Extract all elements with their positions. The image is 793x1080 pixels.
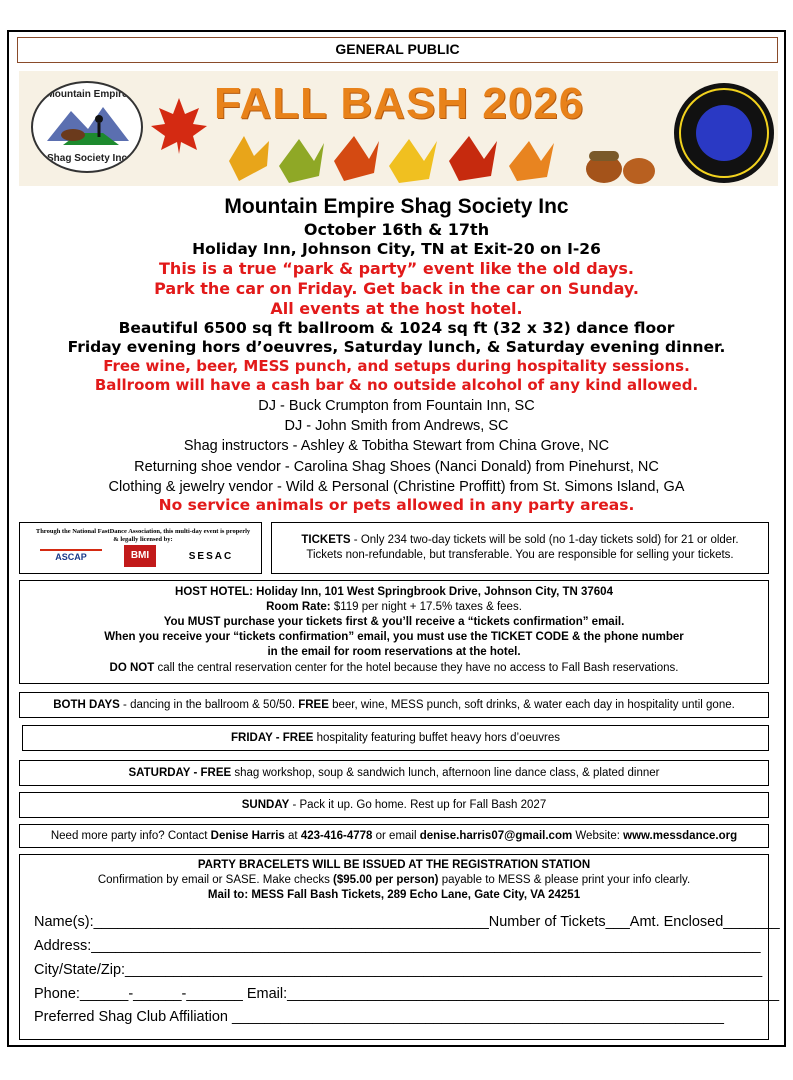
hotel-address: HOST HOTEL: Holiday Inn, 101 West Springbrook Drive, Johnson City, TN 37604 xyxy=(175,586,613,598)
tickets-info: - Only 234 two-day tickets will be sold (no 1-day tickets sold) for 21 or older. xyxy=(350,534,739,546)
contact-or: or email xyxy=(372,830,420,842)
contact-email[interactable]: denise.harris07@gmail.com xyxy=(419,830,573,842)
friday-label: FRIDAY - FREE xyxy=(231,732,314,744)
mess-logo-top-text: Mountain Empire xyxy=(46,89,128,100)
license-box xyxy=(19,522,262,574)
room-rate xyxy=(20,601,768,613)
both-days-part2: beer, wine, MESS punch, soft drinks, & water each day in hospitality until gone. xyxy=(328,699,735,711)
dj-1: DJ - Buck Crumpton from Fountain Inn, SC xyxy=(258,398,535,414)
saturday-label: SATURDAY - FREE xyxy=(128,767,232,779)
both-days-part1: - dancing in the ballroom & 50/50. xyxy=(119,699,299,711)
saturday-text xyxy=(20,767,768,779)
tickets-box xyxy=(271,522,769,574)
tickets-line-1 xyxy=(272,534,768,546)
dj-2: DJ - John Smith from Andrews, SC xyxy=(284,418,509,434)
do-not-label: DO NOT xyxy=(109,662,155,674)
room-rate-value: $119 per night + 17.5% taxes & fees. xyxy=(330,601,522,613)
meals-note: Friday evening hors d’oeuvres, Saturday lunch, & Saturday evening dinner. xyxy=(67,338,726,356)
payment-instructions xyxy=(20,874,768,886)
tickets-line-2: Tickets non-refundable, but transferable. You are responsible for selling your tickets. xyxy=(306,549,734,561)
hotel-note-4 xyxy=(20,662,768,674)
contact-text xyxy=(20,830,768,842)
no-pets-note: No service animals or pets allowed in any party areas. xyxy=(158,496,635,514)
free-drinks-note: Free wine, beer, MESS punch, and setups during hospitality sessions. xyxy=(103,357,690,375)
cash-bar-note: Ballroom will have a cash bar & no outside alcohol of any kind allowed. xyxy=(94,376,699,394)
payment-pre: Confirmation by email or SASE. Make checks xyxy=(97,874,334,886)
hotel-box xyxy=(19,580,769,684)
event-dates: October 16th & 17th xyxy=(303,220,490,239)
host-hotel-note: All events at the host hotel. xyxy=(270,299,523,318)
acsc-logo xyxy=(674,83,774,183)
mess-logo xyxy=(31,81,143,173)
room-rate-label: Room Rate: xyxy=(266,601,331,613)
contact-box xyxy=(19,824,769,848)
maple-leaf-icon xyxy=(149,96,209,156)
contact-at: at xyxy=(284,830,301,842)
hotel-note-2: When you receive your “tickets confirmation” email, you must use the TICKET CODE & the phone number xyxy=(104,631,684,643)
event-title: FALL BASH 2026 xyxy=(214,79,585,128)
sunday-box xyxy=(19,792,769,818)
clothing-vendor: Clothing & jewelry vendor - Wild & Personal (Christine Proffitt) from St. Simons Island, GA xyxy=(108,479,685,495)
address-field[interactable]: Address:___________________________________________________________________________________ xyxy=(34,938,761,954)
friday-box xyxy=(22,725,769,751)
sunday-text xyxy=(20,799,768,811)
saturday-info: shag workshop, soup & sandwich lunch, afternoon line dance class, & plated dinner xyxy=(231,767,660,779)
mailing-address: Mail to: MESS Fall Bash Tickets, 289 Echo Lane, Gate City, VA 24251 xyxy=(207,889,581,901)
city-state-zip-field[interactable]: City/State/Zip:_______________________________________________________________________________ xyxy=(34,962,763,978)
payment-price: ($95.00 per person) xyxy=(333,874,439,886)
phone-email-field[interactable]: Phone:______-______-_______ Email:_____________________________________________________________ xyxy=(34,986,780,1002)
payment-post: payable to MESS & please print your info clearly. xyxy=(438,874,691,886)
ascap-logo: ASCAP xyxy=(40,549,102,565)
bmi-logo: BMI xyxy=(124,545,156,567)
event-banner xyxy=(19,71,778,186)
org-name: Mountain Empire Shag Society Inc xyxy=(224,195,569,218)
park-party-note: This is a true “park & party” event like the old days. xyxy=(159,259,634,278)
sesac-logo: SESAC xyxy=(175,551,247,563)
sunday-label: SUNDAY xyxy=(241,799,290,811)
contact-phone: 423-416-4778 xyxy=(300,830,373,842)
friday-info: hospitality featuring buffet heavy hors d’oeuvres xyxy=(313,732,560,744)
ballroom-note: Beautiful 6500 sq ft ballroom & 1024 sq ft (32 x 32) dance floor xyxy=(118,319,675,337)
names-field[interactable]: Name(s):_________________________________________________Number of Tickets___Amt. Enclosed_______ xyxy=(34,914,780,930)
website-link[interactable]: www.messdance.org xyxy=(623,830,738,842)
mess-logo-bottom-text: Shag Society Inc xyxy=(46,153,128,164)
both-days-free: FREE xyxy=(298,699,329,711)
both-days-text xyxy=(20,699,768,711)
hotel-note-1: You MUST purchase your tickets first & you’ll receive a “tickets confirmation” email. xyxy=(163,616,625,628)
shag-club-field[interactable]: Preferred Shag Club Affiliation _____________________________________________________________ xyxy=(34,1009,724,1025)
shoe-vendor: Returning shoe vendor - Carolina Shag Shoes (Nanci Donald) from Pinehurst, NC xyxy=(134,459,659,475)
bracelet-heading: PARTY BRACELETS WILL BE ISSUED AT THE REGISTRATION STATION xyxy=(197,859,591,871)
event-venue: Holiday Inn, Johnson City, TN at Exit-20 on I-26 xyxy=(192,240,601,258)
hotel-note-3: in the email for room reservations at the hotel. xyxy=(267,646,521,658)
tickets-label: TICKETS xyxy=(301,534,351,546)
do-not-text: call the central reservation center for the hotel because they have no access to Fall Bash reservations. xyxy=(154,662,679,674)
contact-name: Denise Harris xyxy=(210,830,285,842)
both-days-label: BOTH DAYS xyxy=(53,699,120,711)
audience-label: GENERAL PUBLIC xyxy=(17,37,778,63)
autumn-leaves-icon xyxy=(209,131,679,186)
contact-pre: Need more party info? Contact xyxy=(50,830,211,842)
website-label: Website: xyxy=(572,830,624,842)
friday-text xyxy=(23,732,768,744)
license-text: Through the National FastDance Association, this multi-day event is properly & legally licensed by: xyxy=(35,528,251,543)
both-days-box xyxy=(19,692,769,718)
saturday-box xyxy=(19,760,769,786)
instructors: Shag instructors - Ashley & Tobitha Stewart from China Grove, NC xyxy=(183,438,610,454)
acsc-logo-ring xyxy=(674,83,774,183)
sunday-info: - Pack it up. Go home. Rest up for Fall Bash 2027 xyxy=(289,799,547,811)
park-car-note: Park the car on Friday. Get back in the car on Sunday. xyxy=(154,279,639,298)
